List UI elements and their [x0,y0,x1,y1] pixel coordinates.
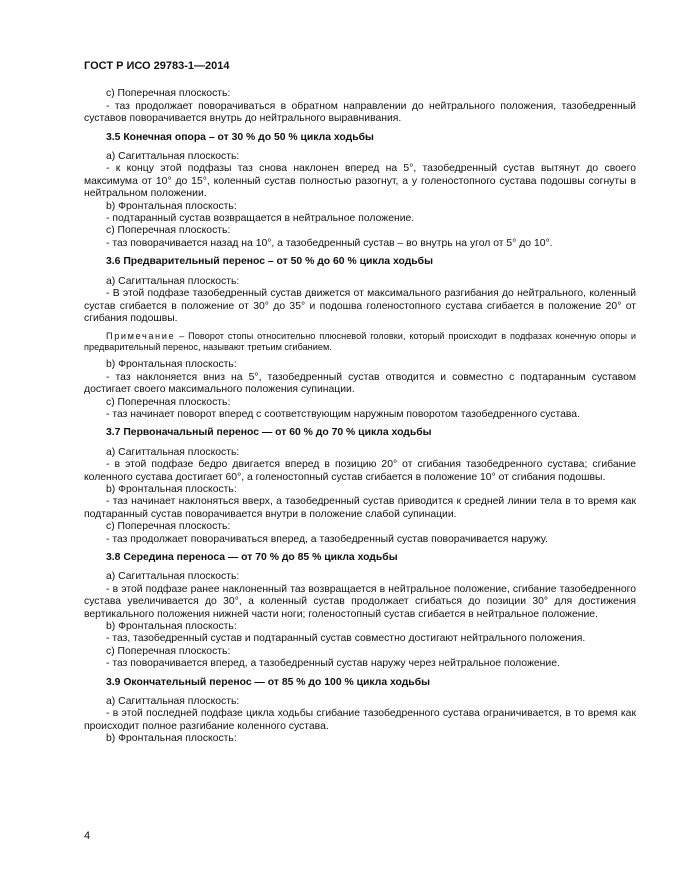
paragraph: b) Фронтальная плоскость: [106,359,237,371]
paragraph: c) Поперечная плоскость: [106,645,231,657]
paragraph: b) Фронтальная плоскость: [106,733,237,745]
paragraph: c) Поперечная плоскость: [106,396,231,408]
standard-header: ГОСТ Р ИСО 29783-1—2014 [84,60,230,72]
paragraph: - таз начинает поворот вперед с соответствующим наружным поворотом тазобедренного сустава. [106,408,580,420]
paragraph: - таз начинает наклоняться вверх, а тазобедренный сустав приводится к средней линии тела в то время как подтаранный сустав поворачивается внутри в положение слабой супинации. [84,496,636,520]
paragraph: - к концу этой подфазы таз снова наклонен вперед на 5°, тазобедренный сустав вытянут до своего максимума от 10° до 15°, коленный сустав полностью разогнут, а у голеностопного сустава подошвы согнуты в нейтральном положении. [84,163,636,200]
paragraph: - В этой подфазе тазобедренный сустав движется от максимального разгибания до нейтрального, коленный сустав сгибается в положение от 30° до 35° и подошва голеностопного сустава сгибается в положение 20° от сгибания подошвы. [84,288,636,324]
paragraph: b) Фронтальная плоскость: [106,621,237,633]
section-heading: 3.6 Предварительный перенос – от 50 % до 60 % цикла ходьбы [106,256,433,268]
paragraph: - таз, тазобедренный сустав и подтаранный сустав совместно достигают нейтрального положения. [106,633,586,645]
paragraph: - таз наклоняется вниз на 5°, тазобедренный сустав отводится и совместно с подтаранным суставом достигает своего максимального положения супинации. [84,371,636,396]
paragraph: - в этой последней подфазе цикла ходьбы сгибание тазобедренного сустава ограничивается, в то время как происходит полное разгибание коленного сустава. [84,708,636,732]
paragraph: а) Сагиттальная плоскость: [106,571,240,583]
section-heading: 3.8 Середина переноса — от 70 % до 85 % цикла ходьбы [106,552,398,563]
paragraph: c) Поперечная плоскость: [106,88,231,100]
section-heading: 3.5 Конечная опора – от 30 % до 50 % цикла ходьбы [106,131,374,143]
paragraph: - таз продолжает поворачиваться вперед, а тазобедренный сустав поворачивается наружу. [106,533,548,545]
document-body [84,88,636,745]
note-label: Примечание [106,331,176,342]
paragraph: c) Поперечная плоскость: [106,225,231,237]
section-heading: 3.7 Первоначальный перенос — от 60 % до 70 % цикла ходьбы [106,427,432,439]
paragraph: c) Поперечная плоскость: [106,521,231,533]
paragraph: b) Фронтальная плоскость: [106,200,237,212]
paragraph: - в этой подфазе ранее наклоненный таз возвращается в нейтральное положение, сгибание тазобедренного сустава увеличивается до 30°, а коленный сустав продолжает сгибаться до позиции 30° для достижения вертикального положения нижней части ноги; голеностопный сустав сгибается в нейтральное положение. [84,583,636,620]
paragraph: - таз поворачивается назад на 10°, а тазобедренный сустав – во внутрь на угол от 5° до 10°. [106,237,553,249]
paragraph: - таз поворачивается вперед, а тазобедренный сустав наружу через нейтральное положение. [106,658,560,670]
paragraph: а) Сагиттальная плоскость: [106,275,240,287]
paragraph: а) Сагиттальная плоскость: [106,696,240,708]
page-number: 4 [84,830,91,842]
note [84,331,636,353]
section-heading: 3.9 Окончательный перенос — от 85 % до 100 % цикла ходьбы [106,676,430,688]
note-text: – Поворот стопы относительно плюсневой головки, который происходит в подфазах конечную опоры и предварительный перенос, называют третьим сгибанием. [84,331,636,353]
paragraph: - таз продолжает поворачиваться в обратном направлении до нейтрального положения, тазобедренный суставов поворачивается внутрь до нейтрального выравнивания. [84,100,636,125]
paragraph: b) Фронтальная плоскость: [106,483,237,495]
paragraph: - подтаранный сустав возвращается в нейтральное положение. [106,213,415,225]
paragraph: а) Сагиттальная плоскость: [106,151,240,163]
paragraph: а) Сагиттальная плоскость: [106,446,240,458]
paragraph: - в этой подфазе бедро двигается вперед в позицию 20° от сгибания тазобедренного сустава; сгибание коленного сустава достигает 60°, а голеностопный сустав сгибается в положение 10° от сгибания подошвы. [84,459,636,483]
